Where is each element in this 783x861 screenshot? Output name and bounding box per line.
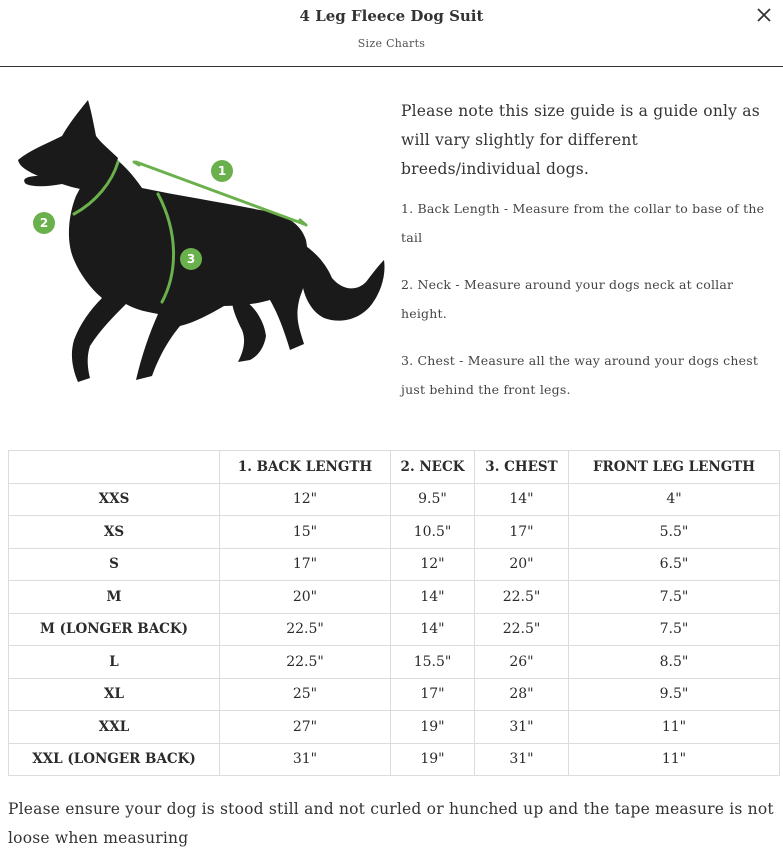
chest-cell: 31" bbox=[475, 711, 569, 744]
front-leg-cell: 6.5" bbox=[569, 548, 780, 581]
guide-back-length: 1. Back Length - Measure from the collar to base of the tail bbox=[401, 201, 765, 245]
back-length-cell: 25" bbox=[220, 678, 391, 711]
table-row bbox=[9, 646, 780, 679]
back-length-cell: 22.5" bbox=[220, 646, 391, 679]
guide-chest: 3. Chest - Measure all the way around your dogs chest just behind the front legs. bbox=[401, 353, 759, 397]
neck-cell: 17" bbox=[391, 678, 475, 711]
back-length-cell: 27" bbox=[220, 711, 391, 744]
chest-cell: 22.5" bbox=[475, 613, 569, 646]
chest-cell: 20" bbox=[475, 548, 569, 581]
measuring-note: Please ensure your dog is stood still and not curled or hunched up and the tape measure is not loose when measuring bbox=[8, 800, 774, 847]
header-neck: 2. NECK bbox=[391, 451, 475, 484]
guide-intro: Please note this size guide is a guide only as will vary slightly for different breeds/individual dogs. bbox=[401, 102, 760, 178]
size-cell: S bbox=[9, 548, 220, 581]
table-row bbox=[9, 743, 780, 776]
front-leg-cell: 11" bbox=[569, 743, 780, 776]
chest-cell: 28" bbox=[475, 678, 569, 711]
back-length-cell: 17" bbox=[220, 548, 391, 581]
chest-cell: 26" bbox=[475, 646, 569, 679]
back-length-cell: 31" bbox=[220, 743, 391, 776]
header-front-leg-length: FRONT LEG LENGTH bbox=[569, 451, 780, 484]
chest-cell: 22.5" bbox=[475, 581, 569, 614]
size-cell: XXL (LONGER BACK) bbox=[9, 743, 220, 776]
size-cell: XXL bbox=[9, 711, 220, 744]
front-leg-cell: 7.5" bbox=[569, 581, 780, 614]
neck-cell: 15.5" bbox=[391, 646, 475, 679]
back-length-cell: 20" bbox=[220, 581, 391, 614]
back-length-cell: 22.5" bbox=[220, 613, 391, 646]
table-row bbox=[9, 516, 780, 549]
header-size bbox=[9, 451, 220, 484]
front-leg-cell: 9.5" bbox=[569, 678, 780, 711]
size-cell: L bbox=[9, 646, 220, 679]
chest-cell: 14" bbox=[475, 483, 569, 516]
size-cell: XL bbox=[9, 678, 220, 711]
table-header-row bbox=[9, 451, 780, 484]
size-cell: M bbox=[9, 581, 220, 614]
size-chart-table bbox=[8, 450, 780, 776]
front-leg-cell: 8.5" bbox=[569, 646, 780, 679]
back-length-cell: 12" bbox=[220, 483, 391, 516]
modal-subtitle: Size Charts bbox=[357, 37, 426, 50]
size-cell: XXS bbox=[9, 483, 220, 516]
header-chest: 3. CHEST bbox=[475, 451, 569, 484]
front-leg-cell: 11" bbox=[569, 711, 780, 744]
table-row bbox=[9, 678, 780, 711]
dog-measurement-diagram bbox=[10, 92, 390, 392]
back-length-cell: 15" bbox=[220, 516, 391, 549]
size-cell: M (LONGER BACK) bbox=[9, 613, 220, 646]
neck-cell: 19" bbox=[391, 743, 475, 776]
front-leg-cell: 4" bbox=[569, 483, 780, 516]
header-back-length: 1. BACK LENGTH bbox=[220, 451, 391, 484]
product-title: 4 Leg Fleece Dog Suit bbox=[299, 7, 484, 25]
table-row bbox=[9, 548, 780, 581]
size-cell: XS bbox=[9, 516, 220, 549]
table-row bbox=[9, 581, 780, 614]
neck-cell: 14" bbox=[391, 613, 475, 646]
neck-cell: 14" bbox=[391, 581, 475, 614]
chest-cell: 31" bbox=[475, 743, 569, 776]
size-guide-text bbox=[401, 97, 771, 422]
table-row bbox=[9, 613, 780, 646]
table-row bbox=[9, 483, 780, 516]
guide-neck: 2. Neck - Measure around your dogs neck at collar height. bbox=[401, 277, 734, 321]
front-leg-cell: 5.5" bbox=[569, 516, 780, 549]
marker-3-label: 3 bbox=[186, 252, 196, 266]
neck-cell: 12" bbox=[391, 548, 475, 581]
modal-header bbox=[0, 0, 783, 67]
front-leg-cell: 7.5" bbox=[569, 613, 780, 646]
neck-cell: 19" bbox=[391, 711, 475, 744]
marker-1-label: 1 bbox=[217, 164, 227, 178]
close-icon[interactable] bbox=[753, 4, 775, 26]
neck-cell: 9.5" bbox=[391, 483, 475, 516]
table-row bbox=[9, 711, 780, 744]
chest-cell: 17" bbox=[475, 516, 569, 549]
dog-silhouette bbox=[18, 100, 385, 382]
marker-2-label: 2 bbox=[39, 216, 49, 230]
neck-cell: 10.5" bbox=[391, 516, 475, 549]
